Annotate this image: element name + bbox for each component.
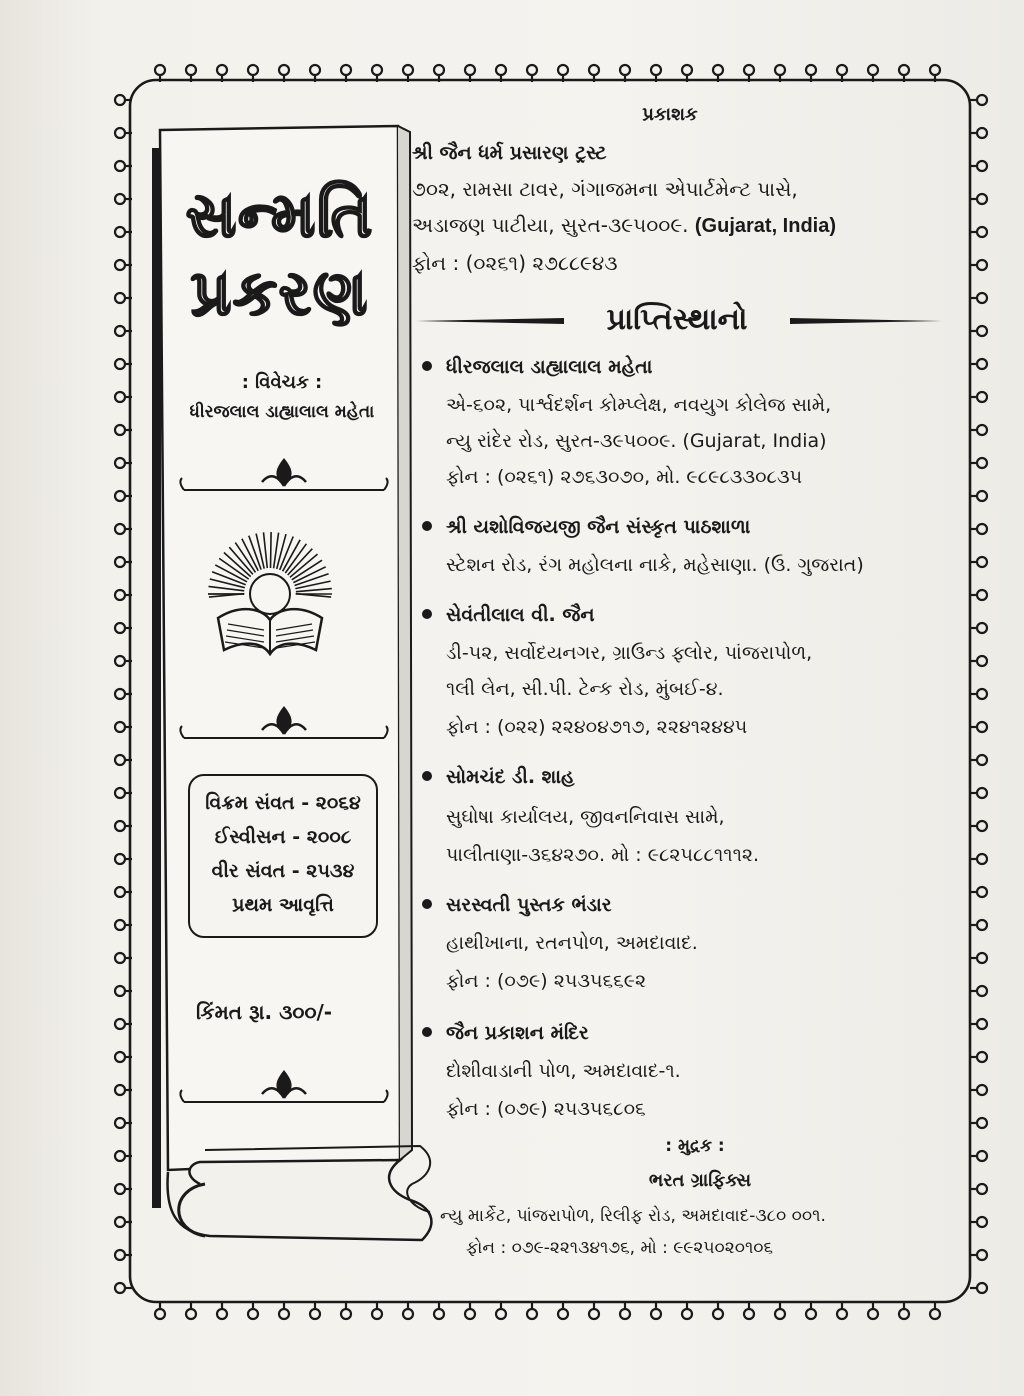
frame-loop (977, 920, 987, 930)
frame-loop (310, 1309, 320, 1319)
frame-loop (899, 1309, 909, 1319)
frame-loop (977, 557, 987, 567)
printer-label: : મુદ્રક : (665, 1136, 725, 1156)
frame-loop (115, 722, 125, 732)
frame-loop (115, 953, 125, 963)
frame-loop (155, 1309, 165, 1319)
frame-loop (115, 524, 125, 534)
frame-loop (589, 65, 599, 75)
frame-loop (977, 1019, 987, 1029)
frame-loop (186, 1309, 196, 1319)
frame-loop (115, 1085, 125, 1095)
vikram-samvat: વિક્રમ સંવત - ૨૦૬૪ (205, 792, 361, 814)
frame-loop (558, 1309, 568, 1319)
outlet-name-text: સરસ્વતી પુસ્તક ભંડાર (446, 894, 612, 916)
frame-loop (977, 194, 987, 204)
frame-loop (115, 293, 125, 303)
frame-loop (115, 491, 125, 501)
bullet-icon (422, 899, 432, 909)
frame-loop (977, 689, 987, 699)
edition-box (188, 774, 378, 938)
frame-loop (115, 887, 125, 897)
frame-loop (115, 821, 125, 831)
frame-loop (217, 1309, 227, 1319)
frame-loop (115, 1184, 125, 1194)
frame-loop (115, 161, 125, 171)
frame-loop (977, 524, 987, 534)
frame-loop (115, 623, 125, 633)
frame-loop (589, 1309, 599, 1319)
frame-loop (372, 1309, 382, 1319)
frame-loop (465, 1309, 475, 1319)
frame-loop (310, 65, 320, 75)
frame-loop (806, 1309, 816, 1319)
frame-loop (372, 65, 382, 75)
publisher-address1: ૭૦૨, રામસા ટાવર, ગંગાજમના એપાર્ટમેન્ટ પાસે, (412, 177, 798, 201)
frame-loop (115, 1151, 125, 1161)
printer-phone: ફોન : ૦૭૯-૨૨૧૩૪૧૭૬, મો : ૯૯૨૫૦૨૦૧૦૬ (466, 1238, 774, 1258)
frame-loop (620, 65, 630, 75)
book-title-line1: સન્મતિ (185, 178, 375, 251)
frame-loop (115, 392, 125, 402)
frame-loop (977, 1052, 987, 1062)
frame-loop (279, 1309, 289, 1319)
frame-loop (115, 1250, 125, 1260)
frame-loop (977, 755, 987, 765)
frame-loop (115, 557, 125, 567)
frame-loop (977, 887, 987, 897)
frame-loop (806, 65, 816, 75)
frame-loop (977, 1085, 987, 1095)
outlet-1-line: એ-૬૦૨, પાર્શ્વદર્શન કોમ્પ્લેક્ષ, નવયુગ કોલેજ સામે, (446, 394, 832, 416)
bullet-icon (422, 361, 432, 371)
frame-loop (115, 1019, 125, 1029)
outlet-1-line: ન્યુ રાંદેર રોડ, સુરત-૩૯૫૦૦૯. (Gujarat, India) (446, 430, 827, 452)
frame-loop (115, 590, 125, 600)
frame-loop (930, 65, 940, 75)
outlet-name-text: શ્રી યશોવિજયજી જૈન સંસ્કૃત પાઠશાળા (446, 516, 751, 538)
printer-name: ભરત ગ્રાફિક્સ (648, 1170, 752, 1191)
publisher-name: શ્રી જૈન ધર્મ પ્રસારણ ટ્રસ્ટ (412, 142, 607, 164)
frame-loop (977, 986, 987, 996)
outlet-name-text: સેવંતીલાલ વી. જૈન (446, 604, 595, 626)
frame-loop (977, 788, 987, 798)
outlet-name-text: સોમચંદ ડી. શાહ (446, 766, 575, 788)
frame-loop (977, 392, 987, 402)
outlet-4-line: સુઘોષા કાર્યાલય, જીવનનિવાસ સામે, (446, 806, 725, 828)
frame-loop (115, 854, 125, 864)
frame-loop (186, 65, 196, 75)
frame-loop (651, 1309, 661, 1319)
outlet-name-text: ધીરજલાલ ડાહ્યાલાલ મહેતા (446, 356, 653, 378)
outlet-name-text: જૈન પ્રકાશન મંદિર (446, 1022, 589, 1044)
frame-loop (837, 1309, 847, 1319)
publisher-phone: ફોન : (૦૨૬૧) ૨૭૮૮૯૪૩ (412, 251, 618, 275)
frame-loop (115, 920, 125, 930)
frame-loop (682, 1309, 692, 1319)
outlet-3-line: ડી-૫૨, સર્વોદયનગર, ગ્રાઉન્ડ ફ્લોર, પાંજરાપોળ, (446, 642, 813, 664)
publisher-address2-text: અડાજણ પાટીયા, સુરત-૩૯૫૦૦૯. (412, 213, 689, 237)
outlet-4-line: પાલીતાણા-૩૬૪૨૭૦. મો : ૯૮૨૫૮૮૧૧૧૨. (446, 844, 760, 866)
frame-loop (115, 359, 125, 369)
outlet-5-line: હાથીખાના, રતનપોળ, અમદાવાદ. (446, 932, 698, 954)
frame-loop (744, 65, 754, 75)
frame-loop (115, 194, 125, 204)
frame-loop (682, 65, 692, 75)
frame-loop (977, 293, 987, 303)
frame-loop (115, 326, 125, 336)
frame-loop (977, 722, 987, 732)
outlet-5-name (422, 894, 612, 916)
frame-loop (713, 65, 723, 75)
frame-loop (115, 1283, 125, 1293)
sun-ray (271, 532, 272, 568)
book-title-line2: પ્રકરણ (190, 256, 370, 329)
outlet-6-line: દોશીવાડાની પોળ, અમદાવાદ-૧. (446, 1060, 681, 1082)
frame-loop (977, 656, 987, 666)
frame-loop (558, 65, 568, 75)
frame-loop (279, 65, 289, 75)
frame-loop (977, 260, 987, 270)
frame-loop (527, 1309, 537, 1319)
frame-loop (434, 65, 444, 75)
frame-loop (115, 458, 125, 468)
frame-loop (930, 1309, 940, 1319)
frame-loop (977, 1184, 987, 1194)
frame-loop (775, 65, 785, 75)
outlet-2-line: સ્ટેશન રોડ, રંગ મહોલના નાકે, મહેસાણા. (ઉ. ગુજરાત) (446, 554, 864, 576)
frame-loop (115, 689, 125, 699)
outlet-1-name (422, 356, 652, 378)
frame-loop (115, 1118, 125, 1128)
editor-label: : વિવેચક : (241, 372, 323, 393)
frame-loop (620, 1309, 630, 1319)
frame-loop (837, 65, 847, 75)
bullet-icon (422, 771, 432, 781)
frame-loop (977, 854, 987, 864)
outlet-3-line: ૧લી લેન, સી.પી. ટેન્ક રોડ, મુંબઈ-૪. (446, 678, 724, 700)
frame-loop (977, 227, 987, 237)
frame-loop (248, 65, 258, 75)
frame-loop (977, 425, 987, 435)
publisher-label: પ્રકાશક (642, 104, 698, 125)
frame-loop (713, 1309, 723, 1319)
frame-loop (977, 1118, 987, 1128)
bullet-icon (422, 609, 432, 619)
outlet-5-line: ફોન : (૦૭૯) ૨૫૩૫૬૬૯૨ (446, 970, 647, 992)
frame-loop (977, 821, 987, 831)
first-edition: પ્રથમ આવૃત્તિ (232, 894, 334, 916)
frame-loop (496, 1309, 506, 1319)
outlet-6-line: ફોન : (૦૭૯) ૨૫૩૫૬૮૦૬ (446, 1098, 646, 1120)
frame-loop (977, 1217, 987, 1227)
frame-loop (977, 161, 987, 171)
frame-loop (868, 1309, 878, 1319)
frame-loop (248, 1309, 258, 1319)
frame-loop (403, 65, 413, 75)
editor-name: ધીરજલાલ ડાહ્યાલાલ મહેતા (189, 402, 375, 422)
outlet-1-line: ફોન : (૦૨૬૧) ૨૭૬૩૦૭૦, મો. ૯૮૯૮૩૩૦૮૩૫ (446, 466, 803, 488)
frame-loop (465, 65, 475, 75)
frame-loop (403, 1309, 413, 1319)
frame-loop (977, 1250, 987, 1260)
frame-loop (115, 227, 125, 237)
availability-heading (412, 300, 942, 340)
isvi-san: ઈસ્વીસન - ૨૦૦૮ (214, 826, 352, 848)
frame-loop (115, 656, 125, 666)
publisher-address2 (412, 208, 836, 243)
frame-loop (115, 260, 125, 270)
frame-loop (899, 65, 909, 75)
frame-loop (977, 1283, 987, 1293)
bullet-icon (422, 521, 432, 531)
frame-loop (341, 65, 351, 75)
frame-loop (115, 95, 125, 105)
frame-loop (977, 1151, 987, 1161)
frame-loop (115, 1217, 125, 1227)
frame-loop (115, 788, 125, 798)
frame-loop (977, 128, 987, 138)
frame-loop (977, 953, 987, 963)
veer-samvat: વીર સંવત - ૨૫૩૪ (211, 860, 355, 882)
frame-loop (977, 623, 987, 633)
outlet-3-name (422, 604, 595, 626)
availability-heading-text: પ્રાપ્તિસ્થાનો (606, 302, 748, 337)
frame-loop (341, 1309, 351, 1319)
printer-address: ન્યુ માર્કેટ, પાંજરાપોળ, રિલીફ રોડ, અમદાવાદ-૩૮૦ ૦૦૧. (440, 1206, 826, 1226)
frame-loop (775, 1309, 785, 1319)
frame-loop (155, 65, 165, 75)
frame-loop (527, 65, 537, 75)
frame-loop (217, 65, 227, 75)
frame-loop (977, 359, 987, 369)
frame-loop (977, 590, 987, 600)
frame-loop (977, 491, 987, 501)
frame-loop (115, 986, 125, 996)
frame-loop (868, 65, 878, 75)
frame-loop (434, 1309, 444, 1319)
price: કિંમત રૂા. ૩૦૦/- (196, 1000, 333, 1024)
outlet-2-name (422, 516, 750, 538)
frame-loop (977, 326, 987, 336)
frame-loop (651, 65, 661, 75)
frame-loop (744, 1309, 754, 1319)
outlet-6-name (422, 1022, 589, 1044)
publisher-address2-en: (Gujarat, India) (694, 215, 837, 237)
frame-loop (496, 65, 506, 75)
frame-loop (115, 755, 125, 765)
outlet-4-name (422, 766, 575, 788)
frame-loop (977, 458, 987, 468)
frame-loop (115, 128, 125, 138)
outlet-3-line: ફોન : (૦૨૨) ૨૨૪૦૪૭૧૭, ૨૨૪૧૨૪૪૫ (446, 716, 748, 738)
frame-loop (115, 425, 125, 435)
bullet-icon (422, 1027, 432, 1037)
frame-loop (115, 1052, 125, 1062)
frame-loop (977, 95, 987, 105)
